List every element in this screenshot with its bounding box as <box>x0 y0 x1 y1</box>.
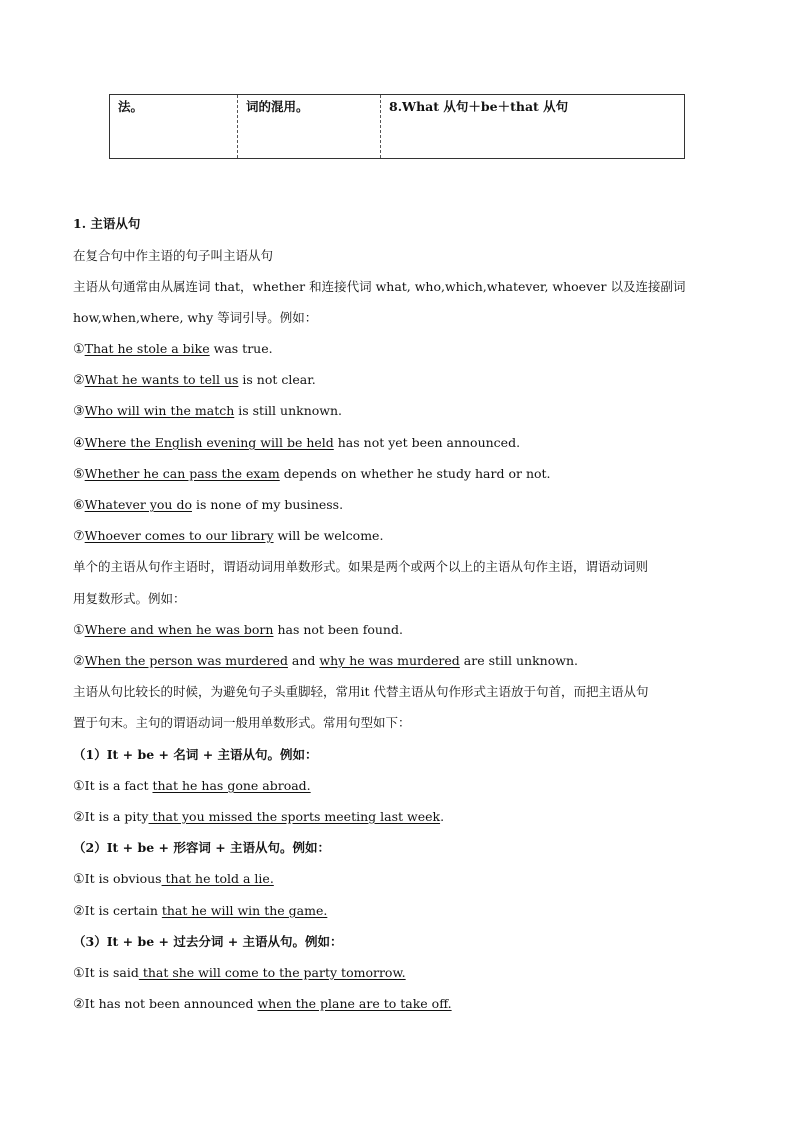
it-line-2: 置于句末。主句的谓语动词一般用单数形式。常用句型如下： <box>73 715 411 730</box>
table-cell-3: 8.What 从句＋be＋that 从句 <box>389 99 569 114</box>
pattern-1-title: （1）It + be + 名词 + 主语从句。例如： <box>73 747 318 762</box>
table-cell-2: 词的混用。 <box>238 95 381 158</box>
pattern-2-title: （2）It + be + 形容词 + 主语从句。例如： <box>73 840 331 855</box>
example-4: ④Where the English evening will be held has not yet been announced. <box>73 435 521 451</box>
definition-line: 在复合句中作主语的句子叫主语从句 <box>73 248 274 263</box>
plural-line-1: 单个的主语从句作主语时，谓语动词用单数形式。如果是两个或两个以上的主语从句作主语，谓语动词则 <box>73 559 649 574</box>
plural-line-2: 用复数形式。例如： <box>73 591 186 606</box>
table-cell-1: 法。 <box>110 95 238 158</box>
example-5: ⑤Whether he can pass the exam depends on whether he study hard or not. <box>73 466 551 482</box>
example-6: ⑥Whatever you do is none of my business. <box>73 497 344 513</box>
pattern-3-example-2: ②It has not been announced when the plane are to take off. <box>73 996 452 1012</box>
example-2: ②What he wants to tell us is not clear. <box>73 372 316 388</box>
plural-example-2: ②When the person was murdered and why he was murdered are still unknown. <box>73 653 578 669</box>
pattern-3-title: （3）It + be + 过去分词 + 主语从句。例如： <box>73 934 343 949</box>
pattern-1-example-1: ①It is a fact that he has gone abroad. <box>73 778 311 794</box>
example-1: ①That he stole a bike was true. <box>73 341 273 357</box>
intro-line-1: 主语从句通常由从属连词 that，whether 和连接代词 what, who,which,whatever, whoever 以及连接副词 <box>73 279 686 294</box>
example-3: ③Who will win the match is still unknown. <box>73 403 343 419</box>
pattern-3-example-1: ①It is said that she will come to the party tomorrow. <box>73 965 406 981</box>
intro-line-2: how,when,where, why 等词引导。例如： <box>73 310 318 325</box>
pattern-2-example-1: ①It is obvious that he told a lie. <box>73 871 274 887</box>
pattern-2-example-2: ②It is certain that he will win the game. <box>73 903 328 919</box>
it-line-1: 主语从句比较长的时候，为避免句子头重脚轻，常用it 代替主语从句作形式主语放于句首，而把主语从句 <box>73 684 649 699</box>
example-7: ⑦Whoever comes to our library will be welcome. <box>73 528 384 544</box>
section-heading: 1. 主语从句 <box>73 216 141 231</box>
plural-example-1: ①Where and when he was born has not been found. <box>73 622 403 638</box>
summary-table <box>109 94 685 159</box>
pattern-1-example-2: ②It is a pity that you missed the sports meeting last week. <box>73 809 445 825</box>
